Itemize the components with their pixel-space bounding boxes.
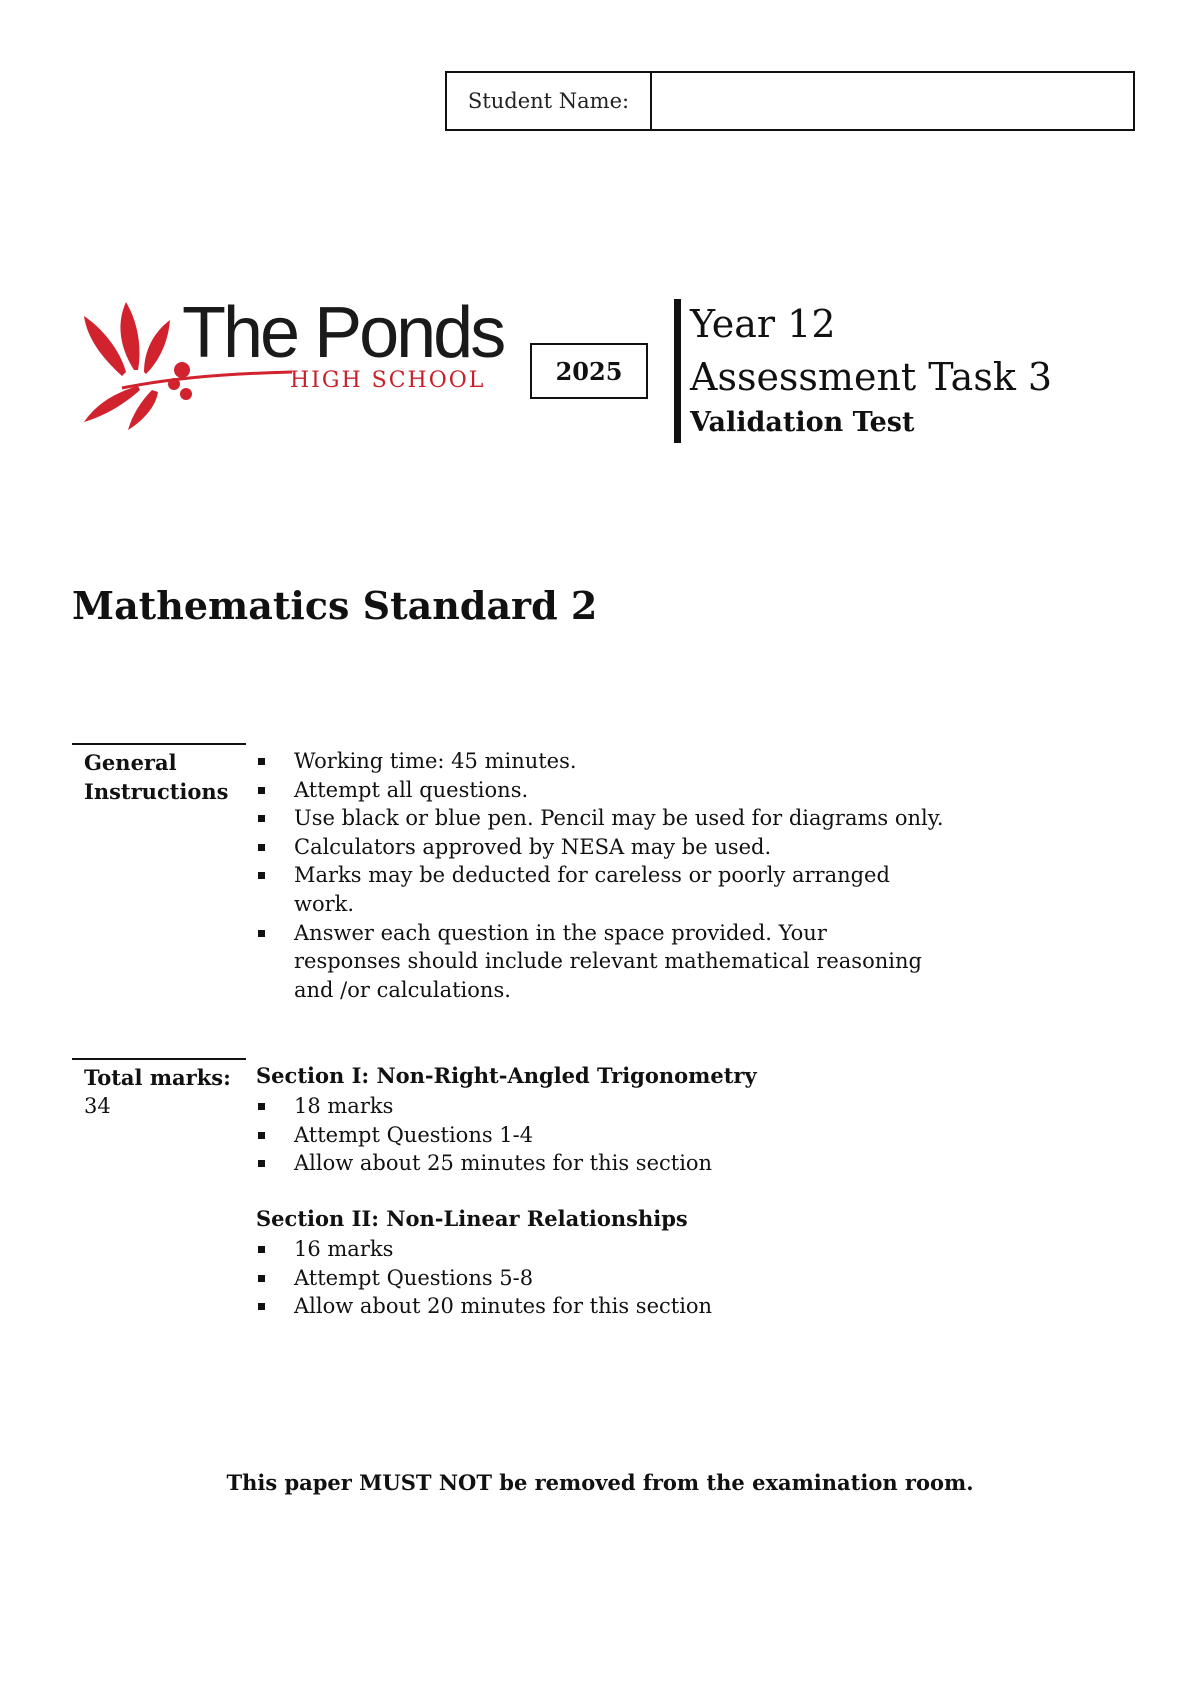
total-marks-label: Total marks: xyxy=(84,1065,231,1090)
list-item: Attempt Questions 5-8 xyxy=(256,1264,712,1293)
general-instructions-heading: General Instructions xyxy=(84,750,229,804)
section-2-list xyxy=(256,1235,712,1321)
student-name-box xyxy=(445,71,1135,131)
section-2-heading: Section II: Non-Linear Relationships xyxy=(256,1206,688,1231)
exam-room-notice: This paper MUST NOT be removed from the examination room. xyxy=(226,1470,974,1495)
general-instructions-list xyxy=(256,747,956,1004)
instructions-rule xyxy=(72,743,246,745)
year-badge: 2025 xyxy=(530,343,648,399)
student-name-label: Student Name: xyxy=(447,73,652,129)
subject-title: Mathematics Standard 2 xyxy=(72,583,598,628)
list-item: Marks may be deducted for careless or poorly arranged work. xyxy=(256,861,956,918)
list-item: Use black or blue pen. Pencil may be used for diagrams only. xyxy=(256,804,956,833)
section-1-heading: Section I: Non-Right-Angled Trigonometry xyxy=(256,1063,757,1088)
list-item: 16 marks xyxy=(256,1235,712,1264)
year-level-title: Year 12 xyxy=(690,302,836,346)
list-item: 18 marks xyxy=(256,1092,712,1121)
school-subtitle: HIGH SCHOOL xyxy=(290,368,486,393)
list-item: Working time: 45 minutes. xyxy=(256,747,956,776)
list-item: Allow about 20 minutes for this section xyxy=(256,1292,712,1321)
student-name-field[interactable] xyxy=(652,73,1133,129)
validation-test-subtitle: Validation Test xyxy=(690,407,915,438)
school-name: The Ponds xyxy=(182,293,504,373)
section-1-list xyxy=(256,1092,712,1178)
total-marks-value: 34 xyxy=(84,1094,111,1118)
list-item: Answer each question in the space provided. Your responses should include relevant mathematical reasoning and /or calculations. xyxy=(256,919,934,1005)
title-divider xyxy=(674,299,681,443)
list-item: Allow about 25 minutes for this section xyxy=(256,1149,712,1178)
list-item: Attempt all questions. xyxy=(256,776,956,805)
total-marks-rule xyxy=(72,1058,246,1060)
school-logo xyxy=(82,293,504,433)
assessment-task-title: Assessment Task 3 xyxy=(690,355,1053,399)
list-item: Attempt Questions 1-4 xyxy=(256,1121,712,1150)
list-item: Calculators approved by NESA may be used. xyxy=(256,833,956,862)
